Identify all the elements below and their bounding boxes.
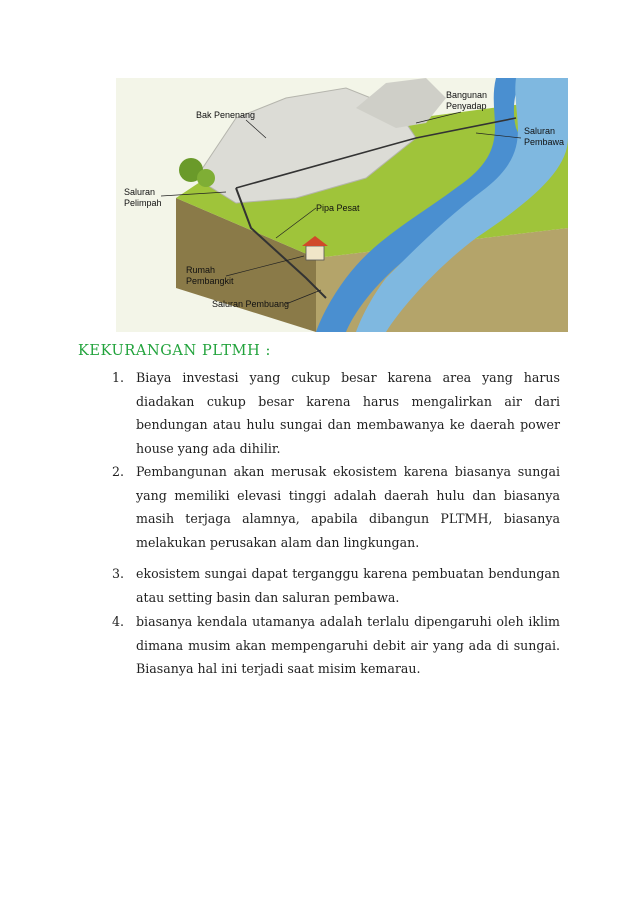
label-saluran-pelimpah-2: Pelimpah bbox=[124, 198, 162, 208]
label-bangunan-penyadap-1: Bangunan bbox=[446, 90, 488, 100]
list-number: 1. bbox=[112, 370, 125, 385]
list-number: 4. bbox=[112, 614, 125, 629]
label-bak-penenang: Bak Penenang bbox=[196, 110, 256, 120]
list-item bbox=[112, 460, 560, 554]
tree-icon bbox=[197, 169, 215, 187]
list-item bbox=[112, 562, 560, 609]
list-number: 3. bbox=[112, 566, 125, 581]
label-rumah-pembangkit-2: Pembangkit bbox=[186, 276, 234, 286]
section-heading: KEKURANGAN PLTMH : bbox=[78, 343, 272, 359]
pltmh-diagram bbox=[116, 78, 568, 332]
list-item bbox=[112, 366, 560, 460]
list-text: Biaya investasi yang cukup besar karena area yang harus diadakan cukup besar karena harus mengalirkan air dari bendungan atau hulu sungai dan membawanya ke daerah power house yang ada dihilir. bbox=[136, 370, 560, 456]
label-saluran-pembuang: Saluran Pembuang bbox=[212, 299, 290, 309]
list-text: Pembangunan akan merusak ekosistem karena biasanya sungai yang memiliki elevasi tinggi adalah daerah hulu dan biasanya masih terjaga alamnya, apabila dibangun PLTMH, biasanya melakukan perusakan alam dan lingkungan. bbox=[136, 464, 560, 550]
list-item bbox=[112, 610, 560, 681]
label-bangunan-penyadap-2: Penyadap bbox=[446, 101, 487, 111]
label-saluran-pembawa-1: Saluran bbox=[524, 126, 556, 136]
list-text: biasanya kendala utamanya adalah terlalu dipengaruhi oleh iklim dimana musim akan mempengaruhi debit air yang ada di sungai. Biasanya hal ini terjadi saat misim kemarau. bbox=[136, 614, 560, 676]
list-number: 2. bbox=[112, 464, 125, 479]
label-saluran-pembawa-2: Pembawa bbox=[524, 137, 565, 147]
label-rumah-pembangkit-1: Rumah bbox=[186, 265, 216, 275]
label-saluran-pelimpah-1: Saluran bbox=[124, 187, 156, 197]
list-text: ekosistem sungai dapat terganggu karena pembuatan bendungan atau setting basin dan saluran pembawa. bbox=[136, 566, 560, 605]
power-house-icon bbox=[306, 246, 324, 260]
pltmh-illustration bbox=[116, 78, 568, 332]
label-pipa-pesat: Pipa Pesat bbox=[316, 203, 360, 213]
